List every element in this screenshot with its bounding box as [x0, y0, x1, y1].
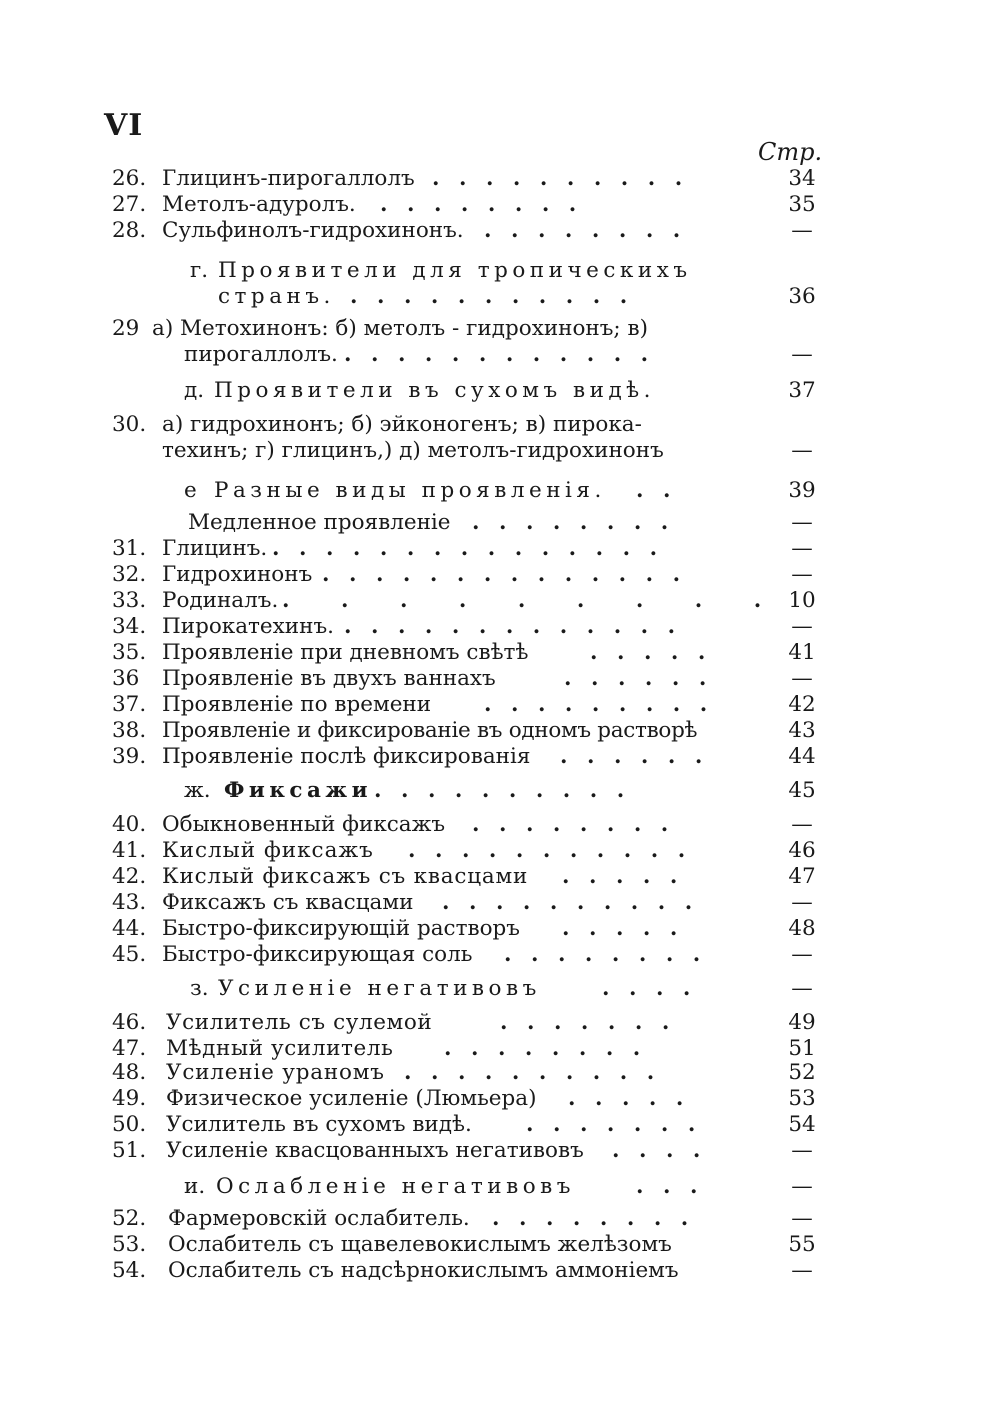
entry-number: 47. [112, 1036, 147, 1061]
entry-page: 35 [788, 192, 816, 217]
entry-number: 42. [112, 864, 147, 889]
entry-page: 53 [788, 1086, 816, 1111]
entry-page: — [791, 812, 813, 837]
entry-title: Мѣдный усилитель [166, 1036, 394, 1061]
section-letter: и. [184, 1174, 206, 1199]
entry-title: Ослабитель съ надсѣрнокислымъ аммоніемъ [168, 1258, 679, 1283]
entry-title: а) Метохинонъ: б) метолъ - гидрохинонъ; в) [152, 316, 649, 341]
entry-number: 38. [112, 718, 147, 743]
section-title: Разные виды проявленія. [214, 478, 606, 503]
entry-page: 47 [788, 864, 816, 889]
entry-page: — [791, 218, 813, 243]
entry-number: 45. [112, 942, 147, 967]
entry-number: 52. [112, 1206, 147, 1231]
entry-page: 45 [788, 778, 816, 803]
leader-dots: . . . . . . . [526, 1112, 702, 1137]
section-title: Ослабленіе негативовъ [216, 1174, 575, 1199]
entry-number: 33. [112, 588, 147, 613]
leader-dots: . . . . . [590, 640, 712, 665]
leader-dots: . . . . . [562, 864, 684, 889]
entry-page: — [791, 562, 813, 587]
entry-page: — [791, 536, 813, 561]
leader-dots: . . . . . . . . . . [432, 166, 689, 191]
leader-dots: . . . . . . . . . . . . . . . [272, 536, 664, 561]
entry-title: Пирокатехинъ. [162, 614, 334, 639]
entry-title: Фиксажъ съ квасцами [162, 890, 414, 915]
entry-page: 39 [788, 478, 816, 503]
leader-dots: . . . . . . . . . . [404, 1060, 661, 1085]
leader-dots: . . . . . [562, 916, 684, 941]
leader-dots: . . . . . . . . . . . [350, 284, 634, 309]
entry-number: 28. [112, 218, 147, 243]
entry-page: 55 [788, 1232, 816, 1257]
entry-page: 48 [788, 916, 816, 941]
entry-number: 50. [112, 1112, 147, 1137]
leader-dots: . . . . . . . . . . . . . . [322, 562, 687, 587]
entry-page: — [791, 1258, 813, 1283]
section-title: Проявители въ сухомъ видѣ. [214, 378, 655, 403]
entry-number: 43. [112, 890, 147, 915]
entry-number: 46. [112, 1010, 147, 1035]
entry-title: Фармеровскій ослабитель. [168, 1206, 470, 1231]
entry-number: 48. [112, 1060, 147, 1085]
entry-page: 51 [788, 1036, 816, 1061]
entry-page: — [791, 614, 813, 639]
page-column-header: Стр. [758, 138, 823, 166]
entry-title: Глицинъ-пирогаллолъ [162, 166, 415, 191]
leader-dots: . . . . . . . . [472, 812, 675, 837]
entry-page: 49 [788, 1010, 816, 1035]
entry-title: Проявленіе при дневномъ свѣтѣ [162, 640, 529, 665]
entry-page: — [791, 1174, 813, 1199]
entry-page: 37 [788, 378, 816, 403]
entry-title: Кислый фиксажъ съ квасцами [162, 864, 529, 889]
entry-number: 37. [112, 692, 147, 717]
entry-title: Проявленіе и фиксированіе въ одномъ растворѣ [162, 718, 698, 743]
entry-number: 53. [112, 1232, 147, 1257]
entry-title: а) гидрохинонъ; б) эйконогенъ; в) пирока- [162, 412, 642, 437]
entry-title: Быстро-фиксирующая соль [162, 942, 473, 967]
leader-dots: . . . . . . . . [492, 1206, 695, 1231]
entry-page: 41 [788, 640, 816, 665]
leader-dots: . . . . . . . . [504, 942, 707, 967]
entry-number: 31. [112, 536, 147, 561]
leader-dots: . . . . . . . . [380, 192, 583, 217]
leader-dots: . . . . . . . . . [484, 692, 714, 717]
entry-page: — [791, 666, 813, 691]
entry-title: Усилитель въ сухомъ видѣ. [166, 1112, 472, 1137]
leader-dots: . . . . [612, 1138, 707, 1163]
entry-number: 51. [112, 1138, 147, 1163]
entry-page: — [791, 510, 813, 535]
leader-dots: . . . . . . . . . . . [408, 838, 692, 863]
leader-dots: . . . . . . [560, 744, 709, 769]
entry-title: Ослабитель съ щавелевокислымъ желѣзомъ [168, 1232, 672, 1257]
entry-page: — [791, 976, 813, 1001]
leader-dots: . . . . . . . . . . . . . [344, 614, 682, 639]
section-title: Фиксажи [224, 778, 373, 803]
entry-page: — [791, 342, 813, 367]
entry-title: пирогаллолъ. [184, 342, 338, 367]
entry-page: 43 [788, 718, 816, 743]
entry-number: 32. [112, 562, 147, 587]
entry-title: Физическое усиленіе (Люмьера) [166, 1086, 537, 1111]
entry-title: Усилитель съ сулемой [166, 1010, 433, 1035]
section-title: странъ. [218, 284, 335, 309]
section-letter: ж. [184, 778, 211, 803]
entry-title: Кислый фиксажъ [162, 838, 374, 863]
entry-page: 34 [788, 166, 816, 191]
leader-dots: . . . . . . . . . . [374, 778, 631, 803]
entry-page: 36 [788, 284, 816, 309]
section-letter: д. [184, 378, 205, 403]
entry-title: Проявленіе по времени [162, 692, 432, 717]
entry-page: 52 [788, 1060, 816, 1085]
leader-dots: . . . [636, 1174, 704, 1199]
entry-number: 30. [112, 412, 147, 437]
entry-number: 54. [112, 1258, 147, 1283]
entry-number: 27. [112, 192, 147, 217]
leader-dots: . . . . [602, 976, 697, 1001]
entry-page: — [791, 942, 813, 967]
entry-title: Проявленіе послѣ фиксированія [162, 744, 531, 769]
entry-page: — [791, 890, 813, 915]
leader-dots: . . [636, 478, 677, 503]
entry-number: 44. [112, 916, 147, 941]
entry-number: 35. [112, 640, 147, 665]
section-letter: г. [190, 258, 209, 283]
entry-number: 49. [112, 1086, 147, 1111]
entry-number: 26. [112, 166, 147, 191]
entry-page: 10 [788, 588, 816, 613]
entry-title: Гидрохинонъ [162, 562, 313, 587]
entry-page: — [791, 1138, 813, 1163]
entry-number: 29 [112, 316, 140, 341]
entry-title: Обыкновенный фиксажъ [162, 812, 446, 837]
entry-title: Метолъ-адуролъ. [162, 192, 356, 217]
entry-page: 42 [788, 692, 816, 717]
leader-dots: . . . . . . . . [472, 510, 675, 535]
entry-page: 44 [788, 744, 816, 769]
entry-title: Усиленіе ураномъ [166, 1060, 385, 1085]
leader-dots: . . . . . . . [500, 1010, 676, 1035]
entry-title: техинъ; г) глицинъ,) д) метолъ-гидрохинонъ [162, 438, 664, 463]
entry-page: — [791, 1206, 813, 1231]
entry-title: Сульфинолъ-гидрохинонъ. [162, 218, 464, 243]
entry-number: 41. [112, 838, 147, 863]
section-title: Усиленіе негативовъ [218, 976, 541, 1001]
entry-number: 34. [112, 614, 147, 639]
page-number: VI [104, 108, 144, 143]
entry-title: Усиленіе квасцованныхъ негативовъ [166, 1138, 584, 1163]
entry-number: 36 [112, 666, 140, 691]
entry-title: Медленное проявленіе [188, 510, 451, 535]
entry-page: 54 [788, 1112, 816, 1137]
leader-dots: . . . . . . . . [444, 1036, 647, 1061]
entry-page: 46 [788, 838, 816, 863]
section-letter: з. [190, 976, 209, 1001]
entry-title: Проявленіе въ двухъ ваннахъ [162, 666, 496, 691]
leader-dots: . . . . . . . . [484, 218, 687, 243]
entry-number: 40. [112, 812, 147, 837]
leader-dots: . . . . . . [564, 666, 713, 691]
leader-dots: . . . . . . . . . [282, 588, 784, 613]
section-title: Проявители для тропическихъ [218, 258, 692, 283]
entry-number: 39. [112, 744, 147, 769]
leader-dots: . . . . . [568, 1086, 690, 1111]
entry-page: — [791, 438, 813, 463]
leader-dots: . . . . . . . . . . . . [344, 342, 655, 367]
entry-title: Быстро-фиксирующій растворъ [162, 916, 520, 941]
section-letter: е [184, 478, 197, 503]
entry-title: Родиналъ. [162, 588, 279, 613]
leader-dots: . . . . . . . . . . [442, 890, 699, 915]
entry-title: Глицинъ. [162, 536, 268, 561]
